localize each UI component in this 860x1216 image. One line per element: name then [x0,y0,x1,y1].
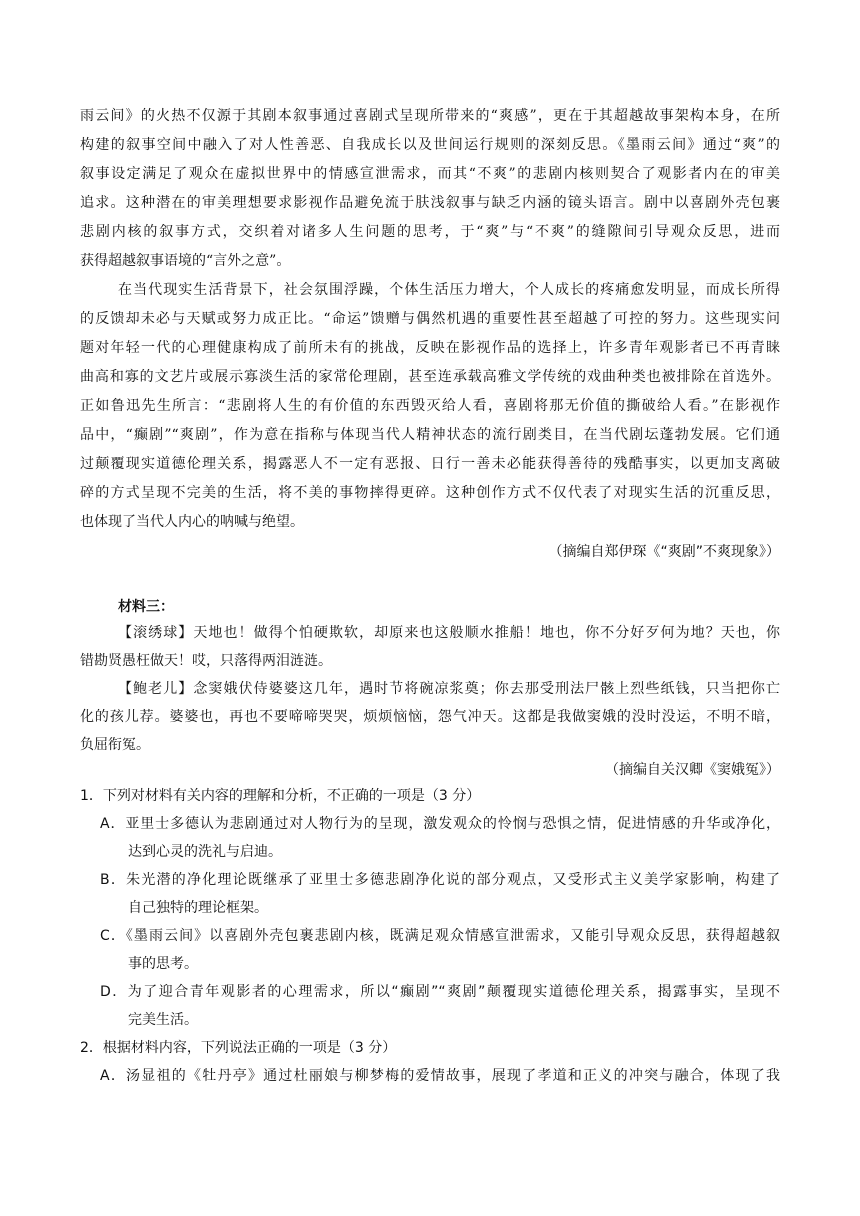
para2-line-7: 过颠覆现实道德伦理关系，揭露恶人不一定有恶报、日行一善未必能获得善待的残酷事实，以更加支离破 [80,456,780,472]
q1-option-d-line-2: 完美生活。 [128,1012,198,1028]
q1-option-d-line-1: D．为了迎合青年观影者的心理需求，所以“癫剧”“爽剧”颠覆现实道德伦理关系，揭露事实，呈现不 [100,984,780,1000]
q1-option-a-line-1: A．亚里士多德认为悲剧通过对人物行为的呈现，激发观众的怜悯与恐惧之情，促进情感的升华或净化， [100,816,780,832]
source-citation-2: （摘编自郑伊琛《“爽剧”不爽现象》） [548,544,780,560]
q1-option-a-line-2: 达到心灵的洗礼与启迪。 [128,844,282,860]
para1-line-3: 叙事设定满足了观众在虚拟世界中的情感宣泄需求，而其“不爽”的悲剧内核则契合了观影者内在的审美 [80,166,780,182]
para2-line-1: 在当代现实生活背景下，社会氛围浮躁，个体生活压力增大，个人成长的疼痛愈发明显，而成长所得 [118,282,780,298]
para2-line-3: 题对年轻一代的心理健康构成了前所未有的挑战，反映在影视作品的选择上，许多青年观影者已不再青睐 [80,340,780,356]
baolaoer-line-1: 【鲍老儿】念窦娥伏侍婆婆这几年，遇时节将碗凉浆奠；你去那受刑法尸骸上烈些纸钱，只当把你亡 [118,681,780,697]
para2-line-6: 品中，“癫剧”“爽剧”，作为意在指称与体现当代人精神状态的流行剧类目，在当代剧坛蓬勃发展。它们通 [80,427,780,443]
q1-option-c-line-2: 事的思考。 [128,956,198,972]
q1-option-b-line-2: 自己独特的理论框架。 [128,900,268,916]
para2-line-8: 碎的方式呈现不完美的生活，将不美的事物摔得更碎。这种创作方式不仅代表了对现实生活的沉重反思， [80,485,780,501]
source-citation-3: （摘编自关汉卿《窦娥冤》） [605,762,780,778]
para1-line-6: 获得超越叙事语境的“言外之意”。 [80,253,291,269]
material-three-heading: 材料三： [118,599,174,615]
para2-line-2: 的反馈却未必与天赋或努力成正比。“命运”馈赠与偶然机遇的重要性甚至超越了可控的努力。这些现实问 [80,311,780,327]
gunxiuqiu-line-2: 错勘贤愚枉做天！哎，只落得两泪涟涟。 [80,653,332,669]
question-1-stem: 1．下列对材料有关内容的理解和分析，不正确的一项是（3 分） [80,788,481,804]
question-2-stem: 2．根据材料内容，下列说法正确的一项是（3 分） [80,1040,397,1056]
q1-option-c-line-1: C．《墨雨云间》以喜剧外壳包裹悲剧内核，既满足观众情感宣泄需求，又能引导观众反思，获得超越叙 [100,928,780,944]
baolaoer-line-3: 负屈衔冤。 [80,737,150,753]
para2-line-9: 也体现了当代人内心的呐喊与绝望。 [80,514,304,530]
para1-line-5: 悲剧内核的叙事方式，交织着对诸多人生问题的思考，于“爽”与“不爽”的缝隙间引导观众反思，进而 [80,224,780,240]
para2-line-4: 曲高和寡的文艺片或展示寡淡生活的家常伦理剧，甚至连承载高雅文学传统的戏曲种类也被排除在首选外。 [80,369,780,385]
para1-line-2: 构建的叙事空间中融入了对人性善恶、自我成长以及世间运行规则的深刻反思。《墨雨云间》通过“爽”的 [80,137,780,153]
q1-option-b-line-1: B．朱光潜的净化理论既继承了亚里士多德悲剧净化说的部分观点，又受形式主义美学家影响，构建了 [100,872,780,888]
para1-line-4: 追求。这种潜在的审美理想要求影视作品避免流于肤浅叙事与缺乏内涵的镜头语言。剧中以喜剧外壳包裹 [80,195,780,211]
baolaoer-line-2: 化的孩儿荐。婆婆也，再也不要啼啼哭哭，烦烦恼恼，怨气冲天。这都是我做窦娥的没时没运，不明不暗， [80,709,780,725]
para2-line-5: 正如鲁迅先生所言：“悲剧将人生的有价值的东西毁灭给人看，喜剧将那无价值的撕破给人看。”在影视作 [80,398,780,414]
para1-line-1: 雨云间》的火热不仅源于其剧本叙事通过喜剧式呈现所带来的“爽感”，更在于其超越故事架构本身，在所 [80,108,780,124]
gunxiuqiu-line-1: 【滚绣球】天地也！做得个怕硬欺软，却原来也这般顺水推船！地也，你不分好歹何为地？天也，你 [118,625,780,641]
q2-option-a-line-1: A．汤显祖的《牡丹亭》通过杜丽娘与柳梦梅的爱情故事，展现了孝道和正义的冲突与融合，体现了我 [100,1068,780,1084]
